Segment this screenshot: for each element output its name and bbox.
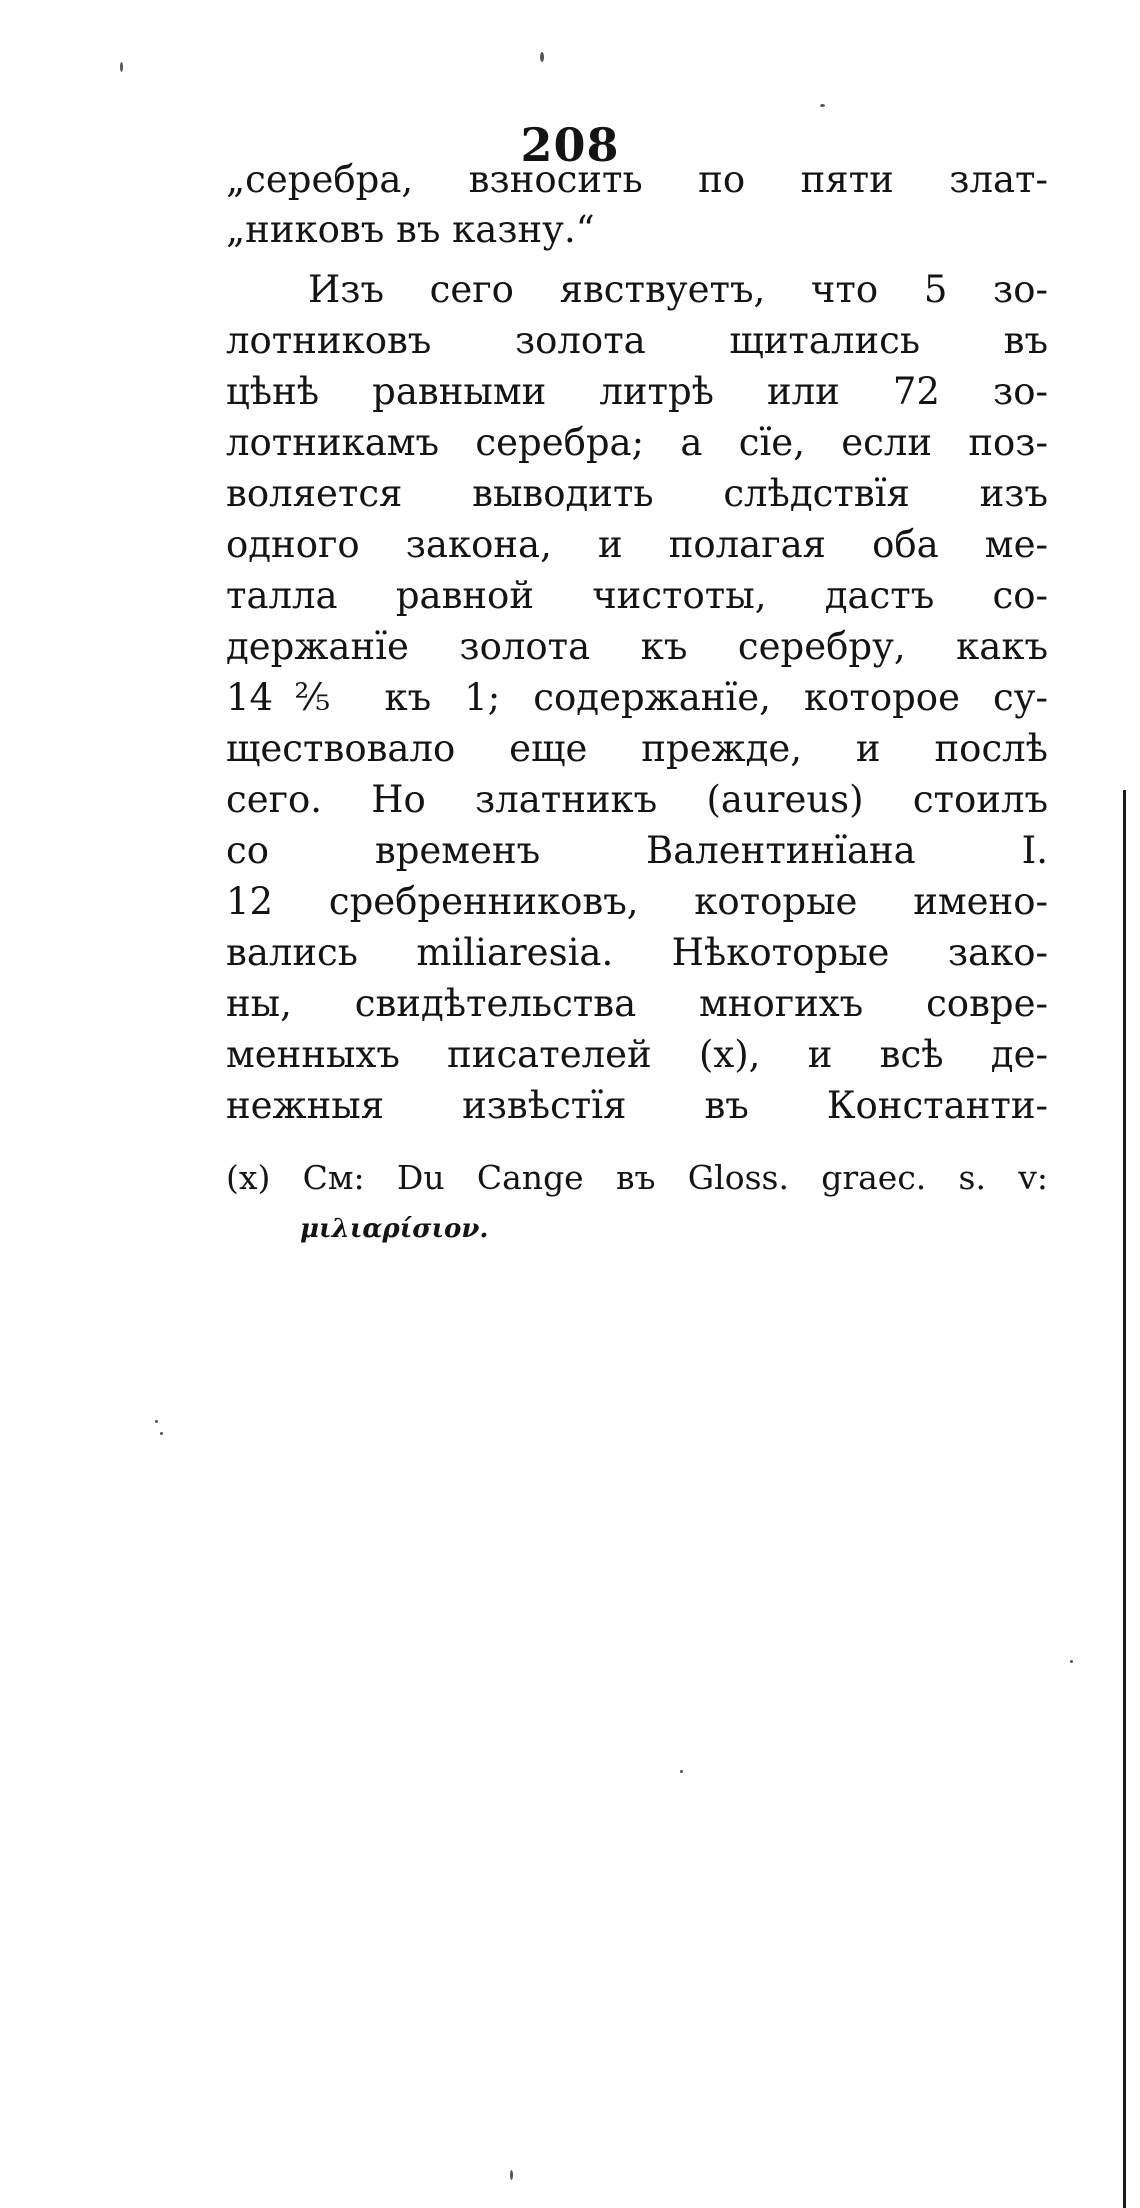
footnote-line: (x) См: Du Cange въ Gloss. graec. s. v:	[226, 1158, 1048, 1197]
page-edge-rule	[1123, 790, 1126, 2208]
body-line: „никовъ въ казну.“	[226, 208, 595, 251]
body-line: вались miliaresia. Нѣкоторые зако-	[226, 931, 1048, 974]
page-number: 208	[520, 118, 620, 172]
body-line: лотниковъ золота щитались въ	[226, 319, 1048, 362]
paper-speck	[540, 52, 544, 62]
body-line: лотникамъ серебра; а сїе, если поз-	[226, 421, 1048, 464]
body-line: со временъ Валентинїана I.	[226, 829, 1048, 872]
body-line: держанїе золота къ серебру, какъ	[226, 625, 1048, 668]
paper-speck	[1070, 1660, 1073, 1663]
body-line: ны, свидѣтельства многихъ совре-	[226, 982, 1048, 1025]
body-line: Изъ сего явствуетъ, что 5 зо-	[308, 268, 1048, 311]
paper-speck	[160, 1432, 163, 1435]
paper-speck	[820, 104, 825, 107]
body-line: одного закона, и полагая оба ме-	[226, 523, 1048, 566]
body-line: менныхъ писателей (x), и всѣ де-	[226, 1033, 1048, 1076]
body-line: воляется выводить слѣдствїя изъ	[226, 472, 1048, 515]
paper-speck	[155, 1420, 158, 1423]
body-line: „серебра, взносить по пяти злат-	[226, 158, 1048, 201]
body-line: ществовало еще прежде, и послѣ	[226, 727, 1048, 770]
body-line: 12 сребренниковъ, которые имено-	[226, 880, 1048, 923]
body-line: цѣнѣ равными литрѣ или 72 зо-	[226, 370, 1048, 413]
paper-speck	[120, 62, 123, 72]
body-line: 14⅖ къ 1; содержанїе, которое су-	[226, 676, 1048, 719]
body-line: талла равной чистоты, дастъ со-	[226, 574, 1048, 617]
footnote-greek-word: μιλιαρίσιον.	[300, 1214, 489, 1244]
body-line: сего. Но златникъ (aureus) стоилъ	[226, 778, 1048, 821]
paper-speck	[510, 2170, 513, 2180]
paper-speck	[680, 1770, 683, 1773]
body-line: нежныя извѣстїя въ Константи-	[226, 1084, 1048, 1127]
